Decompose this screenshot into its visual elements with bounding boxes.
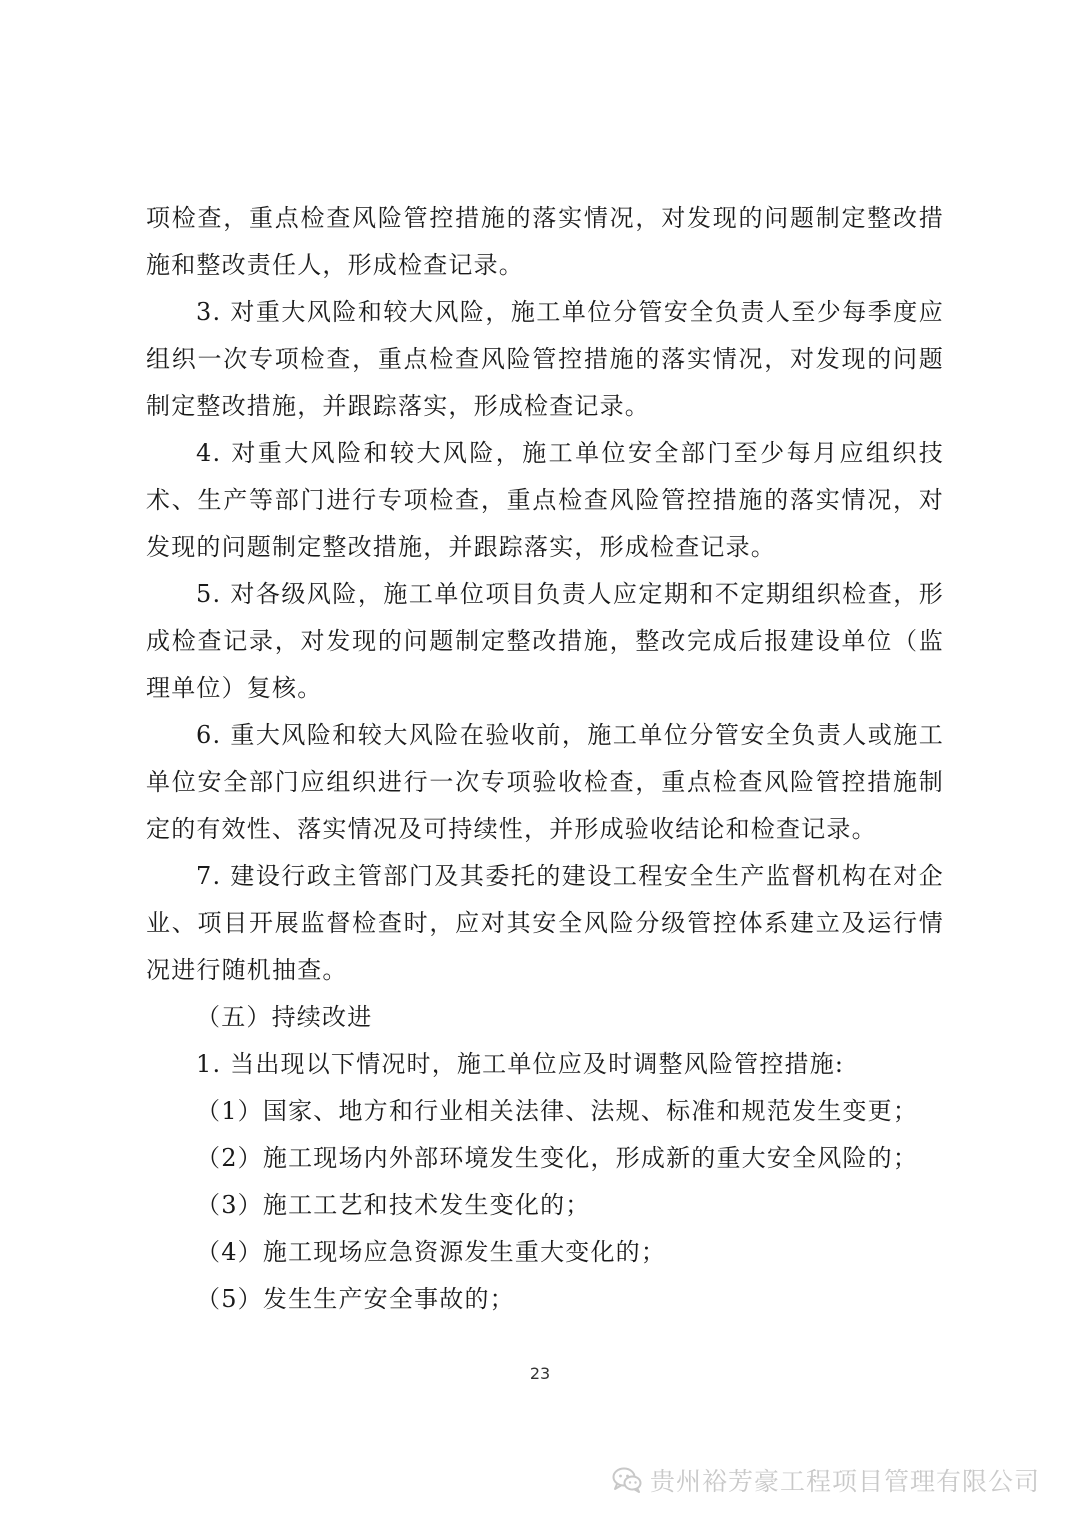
paragraph-item-1: 1. 当出现以下情况时，施工单位应及时调整风险管控措施: (196, 1050, 845, 1078)
sub-item-4: （4）施工现场应急资源发生重大变化的； (196, 1238, 667, 1266)
paragraph-item-6: 6. 重大风险和较大风险在验收前，施工单位分管安全负责人或施工单位安全部门应组织进行一次专项验收检查，重点检查风险管控措施制定的有效性、落实情况及可持续性，并形成验收结论和检查记录。 (146, 721, 944, 843)
document-body (146, 195, 944, 1323)
watermark-text: 贵州裕芳豪工程项目管理有限公司 (650, 1467, 1041, 1496)
paragraph-continuation: 项检查，重点检查风险管控措施的落实情况，对发现的问题制定整改措施和整改责任人，形成检查记录。 (146, 204, 944, 279)
section-heading-continuous-improvement: （五）持续改进 (196, 1003, 373, 1031)
page-number: 23 (529, 1364, 551, 1383)
paragraph-item-5: 5. 对各级风险，施工单位项目负责人应定期和不定期组织检查，形成检查记录，对发现的问题制定整改措施，整改完成后报建设单位（监理单位）复核。 (146, 580, 944, 702)
wechat-icon (612, 1467, 642, 1493)
watermark (612, 1462, 1040, 1498)
paragraph-item-3: 3. 对重大风险和较大风险，施工单位分管安全负责人至少每季度应组织一次专项检查，重点检查风险管控措施的落实情况，对发现的问题制定整改措施，并跟踪落实，形成检查记录。 (146, 298, 944, 420)
sub-item-1: （1）国家、地方和行业相关法律、法规、标准和规范发生变更； (196, 1097, 919, 1125)
sub-item-3: （3）施工工艺和技术发生变化的； (196, 1191, 591, 1219)
sub-item-5: （5）发生生产安全事故的； (196, 1285, 515, 1313)
paragraph-item-7: 7. 建设行政主管部门及其委托的建设工程安全生产监督机构在对企业、项目开展监督检查时，应对其安全风险分级管控体系建立及运行情况进行随机抽查。 (146, 862, 944, 984)
paragraph-item-4: 4. 对重大风险和较大风险，施工单位安全部门至少每月应组织技术、生产等部门进行专项检查，重点检查风险管控措施的落实情况，对发现的问题制定整改措施，并跟踪落实，形成检查记录。 (146, 439, 944, 561)
sub-item-2: （2）施工现场内外部环境发生变化，形成新的重大安全风险的； (196, 1144, 919, 1172)
